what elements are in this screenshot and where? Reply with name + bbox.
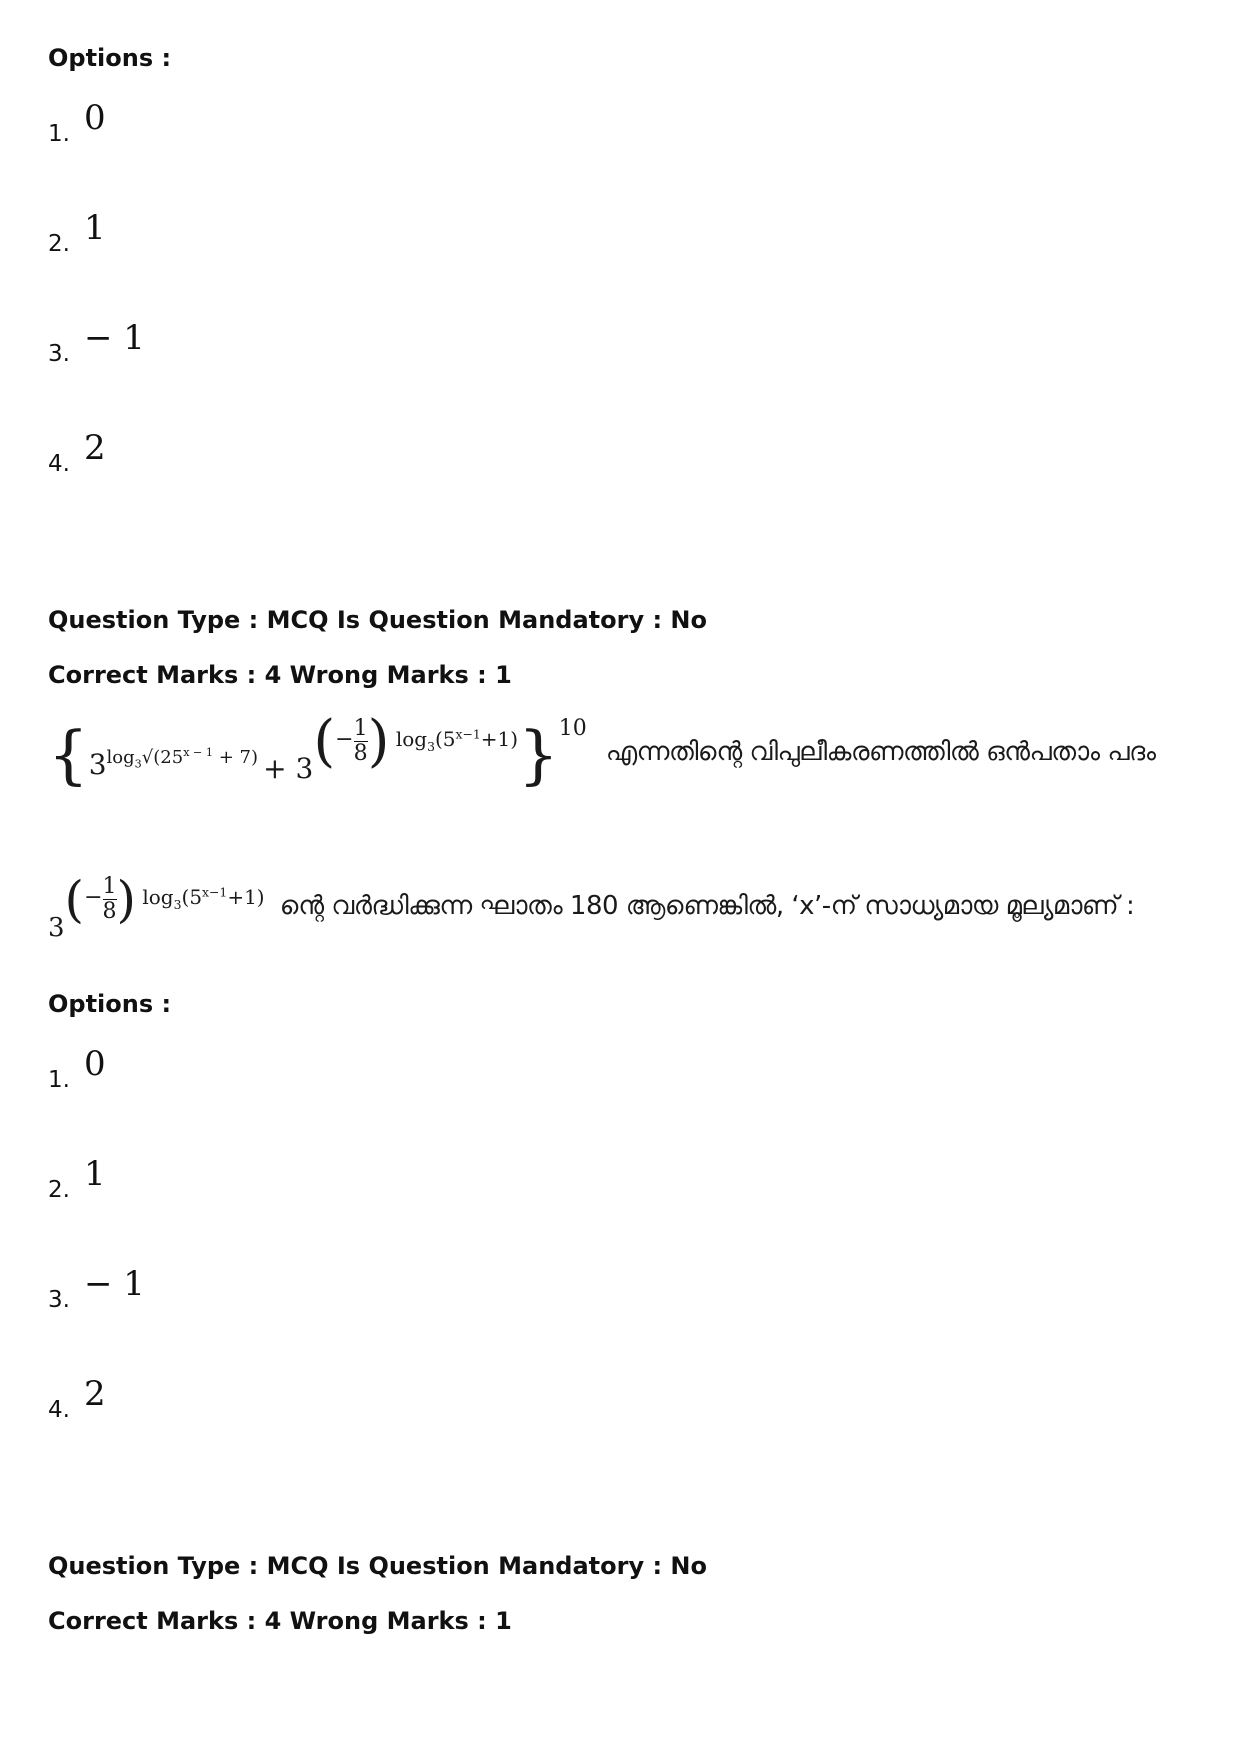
options-heading: Options : [48, 44, 172, 72]
option-number: 2. [48, 1177, 70, 1203]
option-value: 0 [84, 1044, 106, 1084]
option-value: − 1 [84, 318, 145, 358]
option-number: 2. [48, 231, 70, 257]
question-type: Question Type : MCQ Is Question Mandatory : No [48, 606, 707, 634]
option-value: − 1 [84, 1264, 145, 1304]
option-1 [48, 98, 106, 150]
option-value: 1 [84, 1154, 106, 1194]
option-3 [48, 318, 145, 370]
option-2 [48, 1154, 106, 1206]
binomial-expression: {$3^{log_3√(25^{x - 1} + 7)} + 3(-$ $\frac{1}{8}$ ) $\log_3(5^{x-1}+1)\}^{10}$ [48, 708, 587, 792]
option-4 [48, 428, 106, 480]
question-line-2 [48, 870, 1135, 943]
option-number: 3. [48, 341, 70, 367]
marks-info: Correct Marks : 4 Wrong Marks : 1 [48, 661, 512, 689]
option-number: 4. [48, 1397, 70, 1423]
option-1 [48, 1044, 106, 1096]
option-number: 1. [48, 121, 70, 147]
option-4 [48, 1374, 106, 1426]
option-value: 2 [84, 1374, 106, 1414]
option-2 [48, 208, 106, 260]
question-text-part-1: എന്നതിന്റെ വിപുലീകരണത്തിൽ ഒൻപതാം പദം [605, 736, 1156, 767]
option-3 [48, 1264, 145, 1316]
question-text-part-2: ന്റെ വർദ്ധിക്കുന്ന ഘാതം 180 ആണെങ്കിൽ, ‘x’-ന് സാധ്യമായ മൂല്യമാണ് : [279, 890, 1135, 921]
option-number: 1. [48, 1067, 70, 1093]
option-value: 2 [84, 428, 106, 468]
ninth-term-expression: 3(− $\frac{1}{8}$ ) $\log_3(5^{x-1}+1)$ [48, 870, 265, 943]
options-heading: Options : [48, 990, 172, 1018]
option-number: 4. [48, 451, 70, 477]
question-line-1 [48, 708, 1156, 792]
option-value: 1 [84, 208, 106, 248]
question-type: Question Type : MCQ Is Question Mandatory : No [48, 1552, 707, 1580]
option-number: 3. [48, 1287, 70, 1313]
marks-info: Correct Marks : 4 Wrong Marks : 1 [48, 1607, 512, 1635]
option-value: 0 [84, 98, 106, 138]
